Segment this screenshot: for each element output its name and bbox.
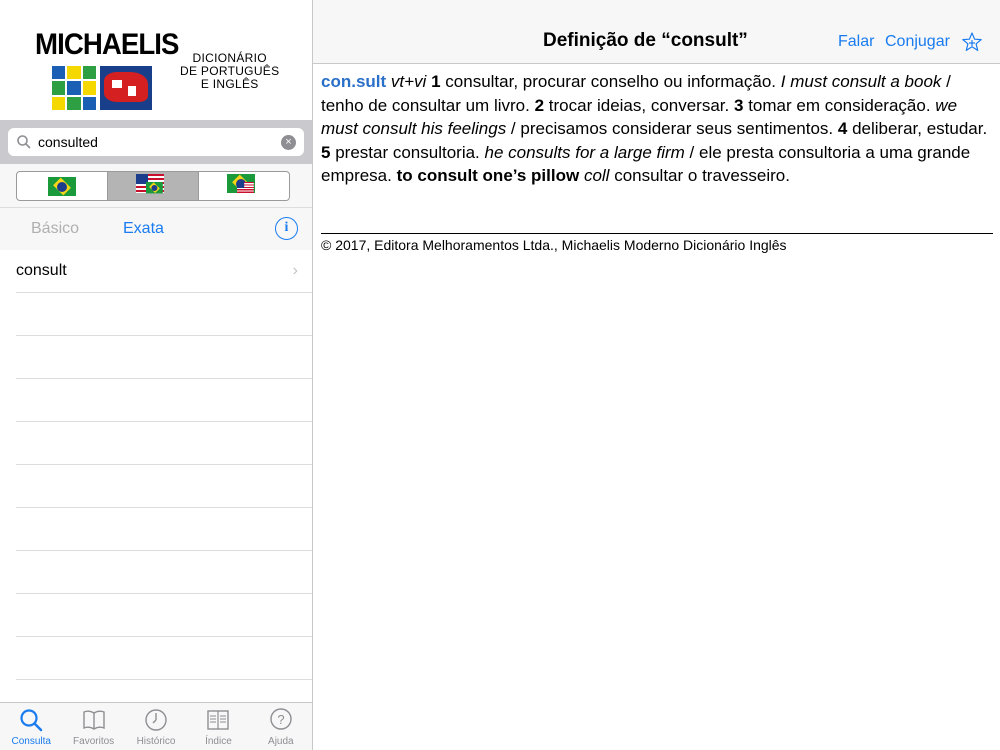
clear-search-icon[interactable]: × xyxy=(281,135,296,150)
tab-historico[interactable] xyxy=(125,703,187,750)
segment-portugues-ingles[interactable] xyxy=(199,172,289,200)
brand-name: MICHAELIS xyxy=(35,28,179,61)
empty-row xyxy=(16,551,312,594)
brand-subtitle xyxy=(180,52,279,91)
sense-text: consultar, procurar conselho ou informação. xyxy=(445,72,777,91)
tab-consulta[interactable] xyxy=(0,703,62,750)
phrase-translation: consultar o travesseiro. xyxy=(614,166,790,185)
sense-number: 4 xyxy=(837,119,848,138)
tab-label: Consulta xyxy=(11,736,51,747)
tab-label: Favoritos xyxy=(73,736,115,747)
empty-row xyxy=(16,336,312,379)
brand-subtitle-line: DICIONÁRIO xyxy=(192,51,267,65)
language-selector-bar xyxy=(0,164,312,208)
conjugate-button[interactable]: Conjugar xyxy=(885,33,950,50)
tab-ajuda[interactable] xyxy=(250,703,312,750)
phrase: to consult one’s pillow xyxy=(396,166,580,185)
logo-tiles xyxy=(52,66,152,110)
usa-map-logo xyxy=(100,66,152,110)
mode-exata-button[interactable]: Exata xyxy=(123,220,164,237)
us-brazil-flag-icon xyxy=(136,174,170,198)
divider xyxy=(321,233,993,234)
brazil-us-flag-icon xyxy=(227,174,261,198)
tab-bar xyxy=(0,702,312,750)
chevron-right-icon: › xyxy=(292,262,298,279)
language-segmented-control xyxy=(16,171,290,201)
empty-row xyxy=(16,594,312,637)
brand-subtitle-line: E INGLÊS xyxy=(200,77,259,91)
tab-indice[interactable] xyxy=(187,703,249,750)
phrase-label: coll xyxy=(583,166,610,185)
definition-text: con.sult vt+vi 1 consultar, procurar conselho ou informação. I must consult a book / tenho de consultar um livro. 2 trocar ideias, conversar. 3 tomar em consideração. we must consult his feelings / precisamos considerar seus sentimentos. 4 deliberar, estudar. 5 prestar consultoria. he consults for a large firm / ele presta consultoria a uma grande empresa. to consult one’s pillow coll consultar o travesseiro. xyxy=(321,72,988,185)
empty-row xyxy=(16,293,312,336)
example: he consults for a large firm xyxy=(484,142,685,162)
empty-row xyxy=(16,422,312,465)
page-title: Definição de “consult” xyxy=(543,30,748,51)
example: we must consult his feelings xyxy=(321,95,958,138)
detail-navbar xyxy=(313,0,1000,64)
search-mode-row xyxy=(0,208,312,250)
tab-label: Histórico xyxy=(136,736,176,747)
sense-text: prestar consultoria. xyxy=(335,142,480,162)
translation: ele presta consultoria a uma grande empresa. xyxy=(321,142,971,185)
sense-number: 3 xyxy=(733,95,744,115)
svg-text:?: ? xyxy=(277,712,285,727)
translation: tenho de consultar um livro. xyxy=(321,95,530,115)
detail-pane xyxy=(313,0,1000,750)
mode-basico-button[interactable]: Básico xyxy=(31,220,80,237)
master-pane xyxy=(0,0,313,750)
sense-text: tomar em consideração. xyxy=(748,95,931,115)
favorite-star-icon[interactable] xyxy=(961,31,983,53)
tab-label: Ajuda xyxy=(268,736,294,747)
empty-row xyxy=(16,637,312,680)
speak-button[interactable]: Falar xyxy=(838,33,875,50)
list-item[interactable] xyxy=(16,250,312,293)
headword: con.sult xyxy=(321,72,387,91)
results-list xyxy=(0,250,312,702)
clock-icon xyxy=(143,707,169,733)
sense-text: trocar ideias, conversar. xyxy=(548,95,730,115)
search-icon xyxy=(16,134,32,150)
info-icon[interactable]: i xyxy=(275,217,298,240)
search-bar xyxy=(0,120,312,164)
book-icon xyxy=(81,707,107,733)
copyright-notice: © 2017, Editora Melhoramentos Ltda., Michaelis Moderno Dicionário Inglês xyxy=(321,237,787,253)
search-field[interactable] xyxy=(8,128,304,156)
translation: precisamos considerar seus sentimentos. xyxy=(520,119,834,138)
brazil-flag-icon xyxy=(48,177,76,196)
tab-label: Índice xyxy=(205,736,232,747)
segment-ingles-portugues[interactable] xyxy=(108,172,199,200)
result-label: consult xyxy=(16,262,67,279)
sense-number: 5 xyxy=(321,142,331,162)
sense-text: deliberar, estudar. xyxy=(852,119,988,138)
help-icon xyxy=(268,707,294,733)
empty-row xyxy=(16,508,312,551)
index-icon xyxy=(205,707,231,733)
example: I must consult a book xyxy=(780,72,942,91)
app-logo xyxy=(0,20,312,120)
sense-number: 1 xyxy=(431,72,441,91)
brazil-map-logo xyxy=(52,66,96,110)
search-input[interactable] xyxy=(38,134,281,150)
brand-subtitle-line: DE PORTUGUÊS xyxy=(180,64,280,78)
tab-favoritos[interactable] xyxy=(62,703,124,750)
search-icon xyxy=(18,707,44,733)
empty-row xyxy=(16,379,312,422)
segment-portugues[interactable] xyxy=(17,172,108,200)
part-of-speech: vt+vi xyxy=(390,72,427,91)
empty-row xyxy=(16,465,312,508)
sense-number: 2 xyxy=(534,95,545,115)
